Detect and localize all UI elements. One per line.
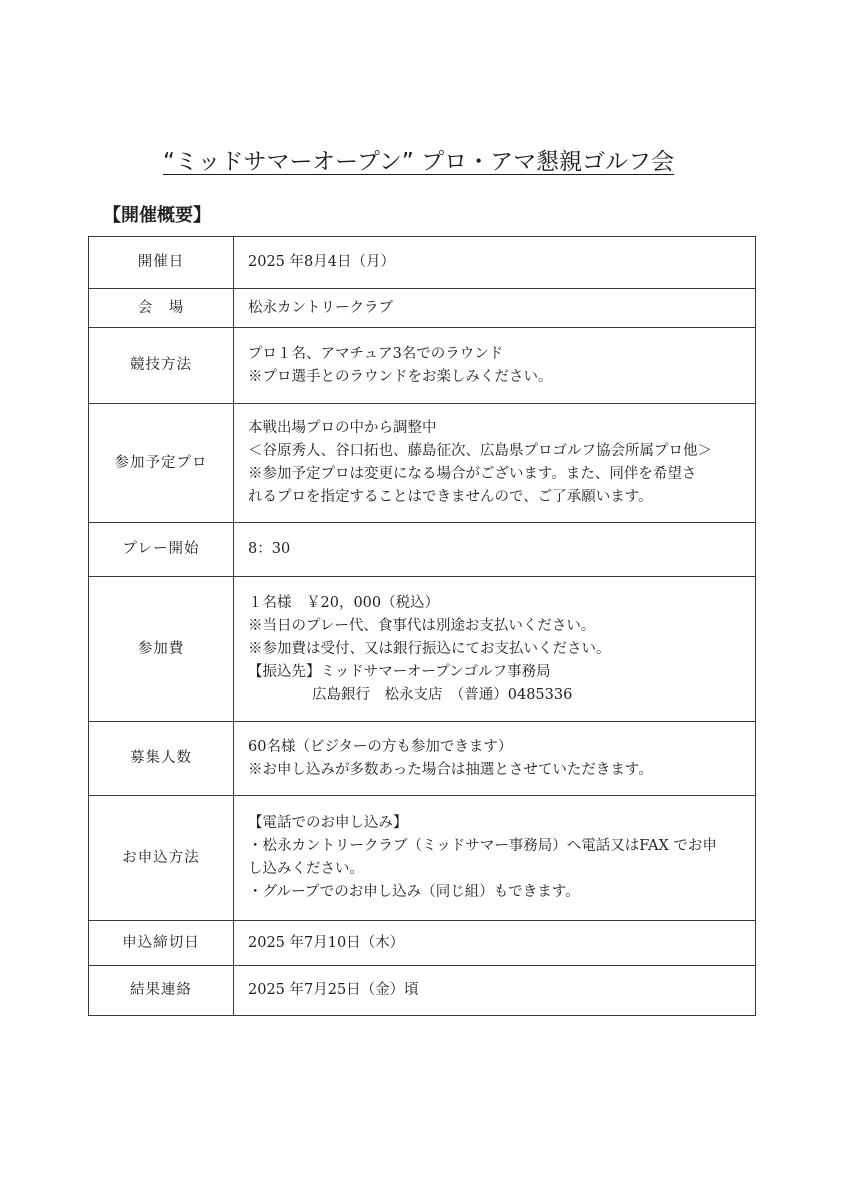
row-value-line: 【電話でのお申し込み】 [248,815,408,831]
row-value-line: 2025 年8月4日（月） [248,254,395,270]
row-value [234,523,756,577]
row-value [234,577,756,722]
row-value-line: 松永カントリークラブ [248,299,393,316]
row-value-line: し込みください。 [248,861,364,877]
row-value [234,237,756,289]
row-value-line: ※当日のプレー代、食事代は別途お支払いください。 [248,617,596,634]
table-row-application [89,796,756,921]
row-value-line: 本戦出場プロの中から調整中 [248,420,437,436]
table-row-pros [89,404,756,523]
row-label: プレー開始 [89,523,234,577]
row-value-line: ※参加予定プロは変更になる場合がございます。また、同伴を希望さ [248,466,697,482]
table-row-capacity [89,722,756,796]
row-value [234,289,756,328]
row-value [234,328,756,404]
overview-table [88,236,756,1016]
table-row-fee [89,577,756,722]
row-value-line: ＜谷原秀人、谷口拓也、藤島征次、広島県プロゴルフ協会所属プロ他＞ [248,443,712,459]
row-value-line: ※参加費は受付、又は銀行振込にてお支払いください。 [248,640,611,657]
table-row-format [89,328,756,404]
row-value-line: 8：30 [248,541,291,557]
row-value [234,966,756,1016]
row-value-line: 2025 年7月25日（金）頃 [248,982,419,998]
table-row-start-time [89,523,756,577]
row-label: 開催日 [89,237,234,289]
row-value-line: １名様 ￥20，000（税込） [248,594,440,611]
row-label: 申込締切日 [89,921,234,966]
row-label: 結果連絡 [89,966,234,1016]
row-label: お申込方法 [89,796,234,921]
table-row-date [89,237,756,289]
row-label: 会 場 [89,289,234,328]
row-value-line: ※お申し込みが多数あった場合は抽選とさせていただきます。 [248,761,653,778]
table-row-results [89,966,756,1016]
row-value-line: ※プロ選手とのラウンドをお楽しみください。 [248,368,553,385]
row-label: 競技方法 [89,328,234,404]
row-value-line: れるプロを指定することはできませんので、ご了承願います。 [248,489,653,505]
table-row-deadline [89,921,756,966]
row-value [234,404,756,523]
row-label: 参加費 [89,577,234,722]
row-value-line: プロ１名、アマチュア3名でのラウンド [248,345,504,362]
row-value-line: ・グループでのお申し込み（同じ組）もできます。 [248,884,580,900]
row-label: 募集人数 [89,722,234,796]
document-title: “ミッドサマーオープン” プロ・アマ懇親ゴルフ会 [163,149,675,175]
row-label: 参加予定プロ [89,404,234,523]
section-heading: 【開催概要】 [103,205,211,226]
row-value-line: 【振込先】ミッドサマーオープンゴルフ事務局 [248,663,551,680]
row-value [234,921,756,966]
row-value-line: 2025 年7月10日（木） [248,934,405,951]
row-value [234,722,756,796]
row-value-line: 広島銀行 松永支店 （普通）0485336 [312,686,573,703]
row-value-line: 60名様（ビジターの方も参加できます） [248,738,513,755]
table-row-venue [89,289,756,328]
row-value-line: ・松永カントリークラブ（ミッドサマー事務局）へ電話又はFAX でお申 [248,838,717,854]
row-value [234,796,756,921]
